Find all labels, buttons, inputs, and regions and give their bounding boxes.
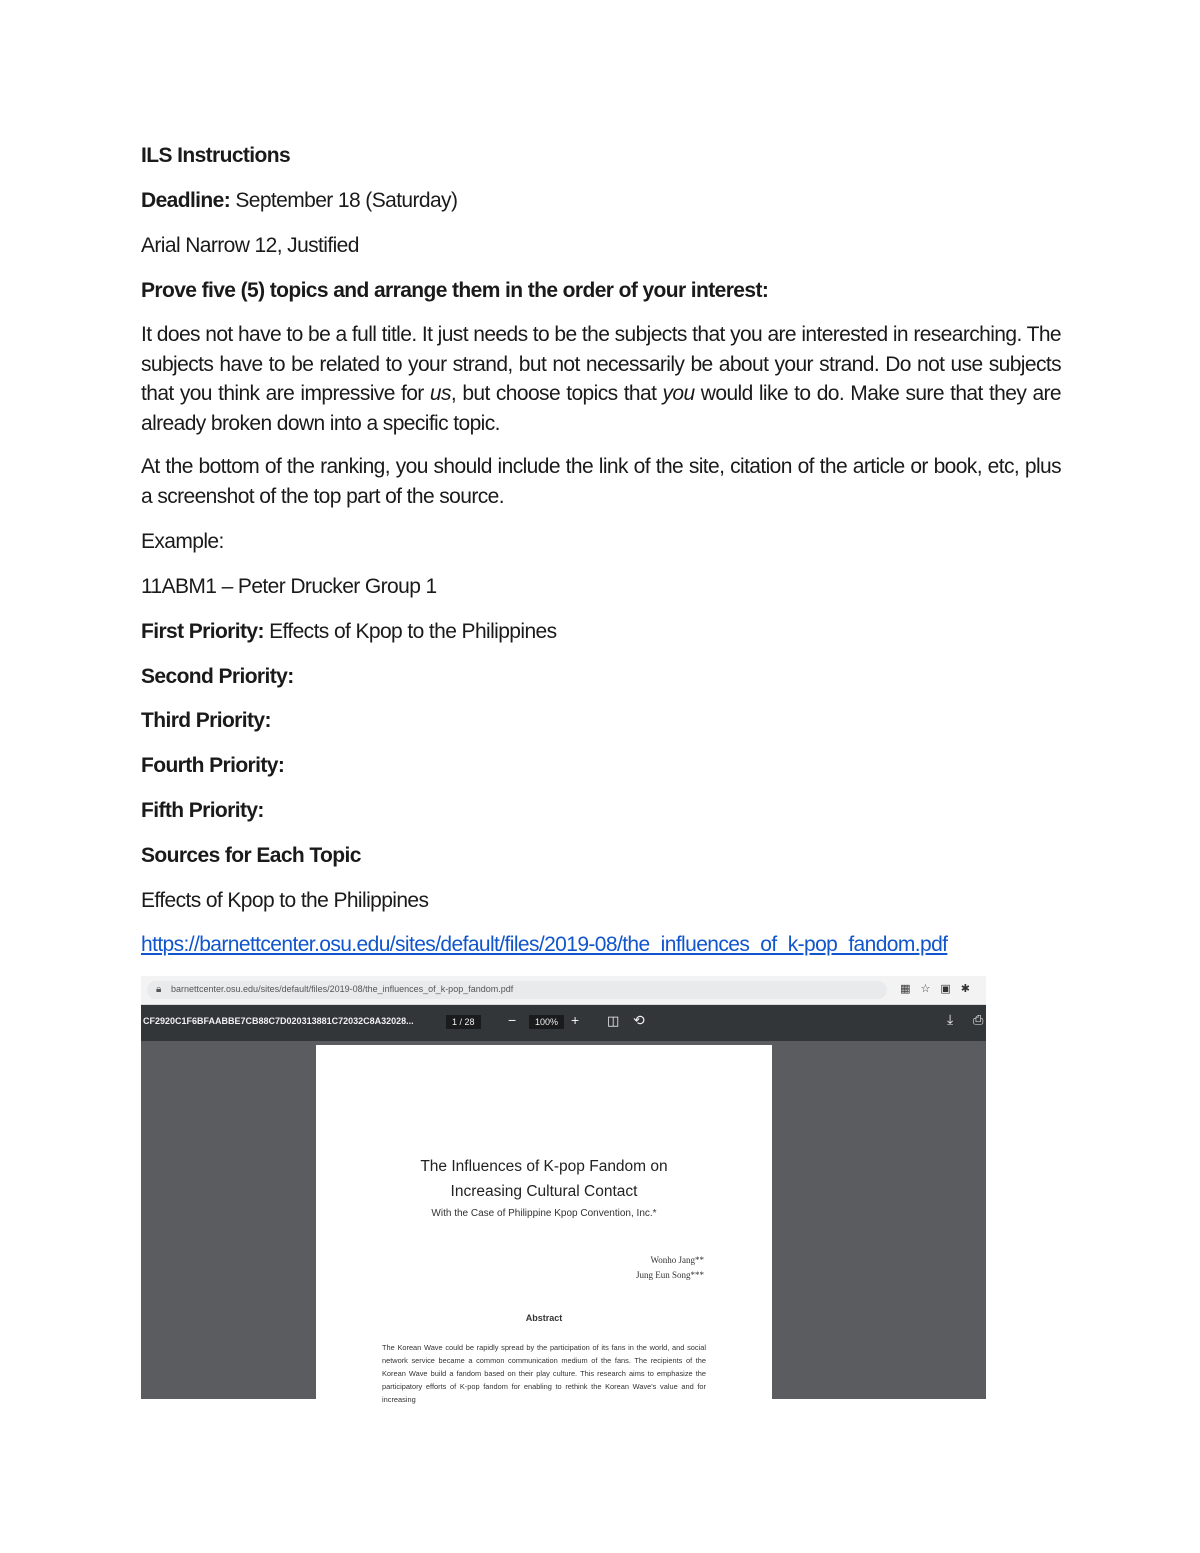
deadline-value: September 18 (Saturday) (230, 189, 458, 212)
para1-part-c: would like to do. Make sure that they are already broken down into a specific topic. (141, 382, 1061, 435)
pdf-toolbar (141, 1005, 986, 1041)
third-priority-label: Third Priority: (141, 709, 271, 732)
source-link[interactable]: https://barnettcenter.osu.edu/sites/default/files/2019-08/the_influences_of_k-pop_fandom.pdf (141, 933, 948, 956)
sources-heading: Sources for Each Topic (141, 844, 361, 867)
instructions-paragraph (141, 320, 1061, 438)
extension-icon[interactable]: ▣ (940, 983, 961, 995)
pdf-page (316, 1045, 772, 1405)
pdf-author2: Jung Eun Song*** (635, 1270, 704, 1280)
format-line: Arial Narrow 12, Justified (141, 234, 359, 257)
group-line: 11ABM1 – Peter Drucker Group 1 (141, 575, 437, 598)
rotate-icon[interactable]: ⟲ (633, 1012, 645, 1028)
doc-title: ILS Instructions (141, 144, 291, 167)
browser-icons (900, 982, 980, 995)
pdf-author1: Wonho Jang** (650, 1255, 704, 1265)
print-icon[interactable]: ⎙ (973, 1012, 984, 1027)
ranking-paragraph: At the bottom of the ranking, you should include the link of the site, citation of the article or book, etc, plus a screenshot of the top part of the source. (141, 455, 1061, 508)
star-icon[interactable]: ☆ (920, 983, 941, 995)
para1-us: us (429, 382, 451, 405)
download-icon[interactable]: ⤓ (947, 1011, 954, 1027)
fourth-priority-label: Fourth Priority: (141, 754, 285, 777)
browser-address-bar (141, 976, 986, 1005)
deadline-label: Deadline: (141, 189, 231, 212)
para1-you: you (662, 382, 695, 405)
first-priority-line (141, 620, 557, 644)
page-indicator[interactable]: 1 / 28 (446, 1015, 481, 1029)
zoom-out-icon[interactable]: − (508, 1012, 517, 1028)
puzzle-icon[interactable]: ✱ (960, 983, 980, 995)
url-text: barnettcenter.osu.edu/sites/default/files/2019-08/the_influences_of_k-pop_fandom.pdf (171, 984, 514, 994)
zoom-in-icon[interactable]: + (571, 1012, 580, 1028)
deadline-line (141, 189, 457, 213)
source-screenshot (141, 976, 986, 1404)
url-field[interactable] (147, 981, 887, 999)
first-priority-value: Effects of Kpop to the Philippines (263, 620, 557, 643)
pdf-subtitle: With the Case of Philippine Kpop Convention, Inc.* (431, 1208, 657, 1219)
first-priority-label: First Priority: (141, 620, 264, 643)
pdf-abstract-text: The Korean Wave could be rapidly spread by the participation of its fans in the world, and social network service became a common communication medium of the fans. The recipients of the Korean Wave build a fandom based on their play culture. This research aims to emphasize the participatory efforts of K-pop fandom for enabling to rethink the Korean Wave's value and for increasing (382, 1343, 706, 1404)
lock-icon: 🔒︎ (156, 984, 162, 995)
para1-part-b: , but choose topics that (450, 382, 663, 405)
zoom-level[interactable]: 100% (529, 1015, 564, 1029)
para1-part-a: It does not have to be a full title. It just needs to be the subjects that you are interested in researching. The subjects have to be related to your strand, but not necessarily be about your strand. Do not use subjects that you think are impressive for (141, 323, 1061, 405)
prove-heading: Prove five (5) topics and arrange them in the order of your interest: (141, 279, 769, 302)
pdf-title-line2: Increasing Cultural Contact (450, 1183, 638, 1200)
fifth-priority-label: Fifth Priority: (141, 799, 264, 822)
source-topic: Effects of Kpop to the Philippines (141, 889, 429, 912)
pdf-abstract-heading: Abstract (525, 1313, 563, 1323)
pdf-title-line1: The Influences of K-pop Fandom on (420, 1158, 668, 1175)
pdf-file-name: CF2920C1F6BFAABBE7CB88C7D020313881C72032C8A32028... (143, 1016, 414, 1026)
second-priority-label: Second Priority: (141, 665, 294, 688)
fit-page-icon[interactable]: ◫ (607, 1013, 620, 1028)
qr-icon[interactable]: ▦ (900, 983, 921, 995)
example-label: Example: (141, 530, 224, 553)
